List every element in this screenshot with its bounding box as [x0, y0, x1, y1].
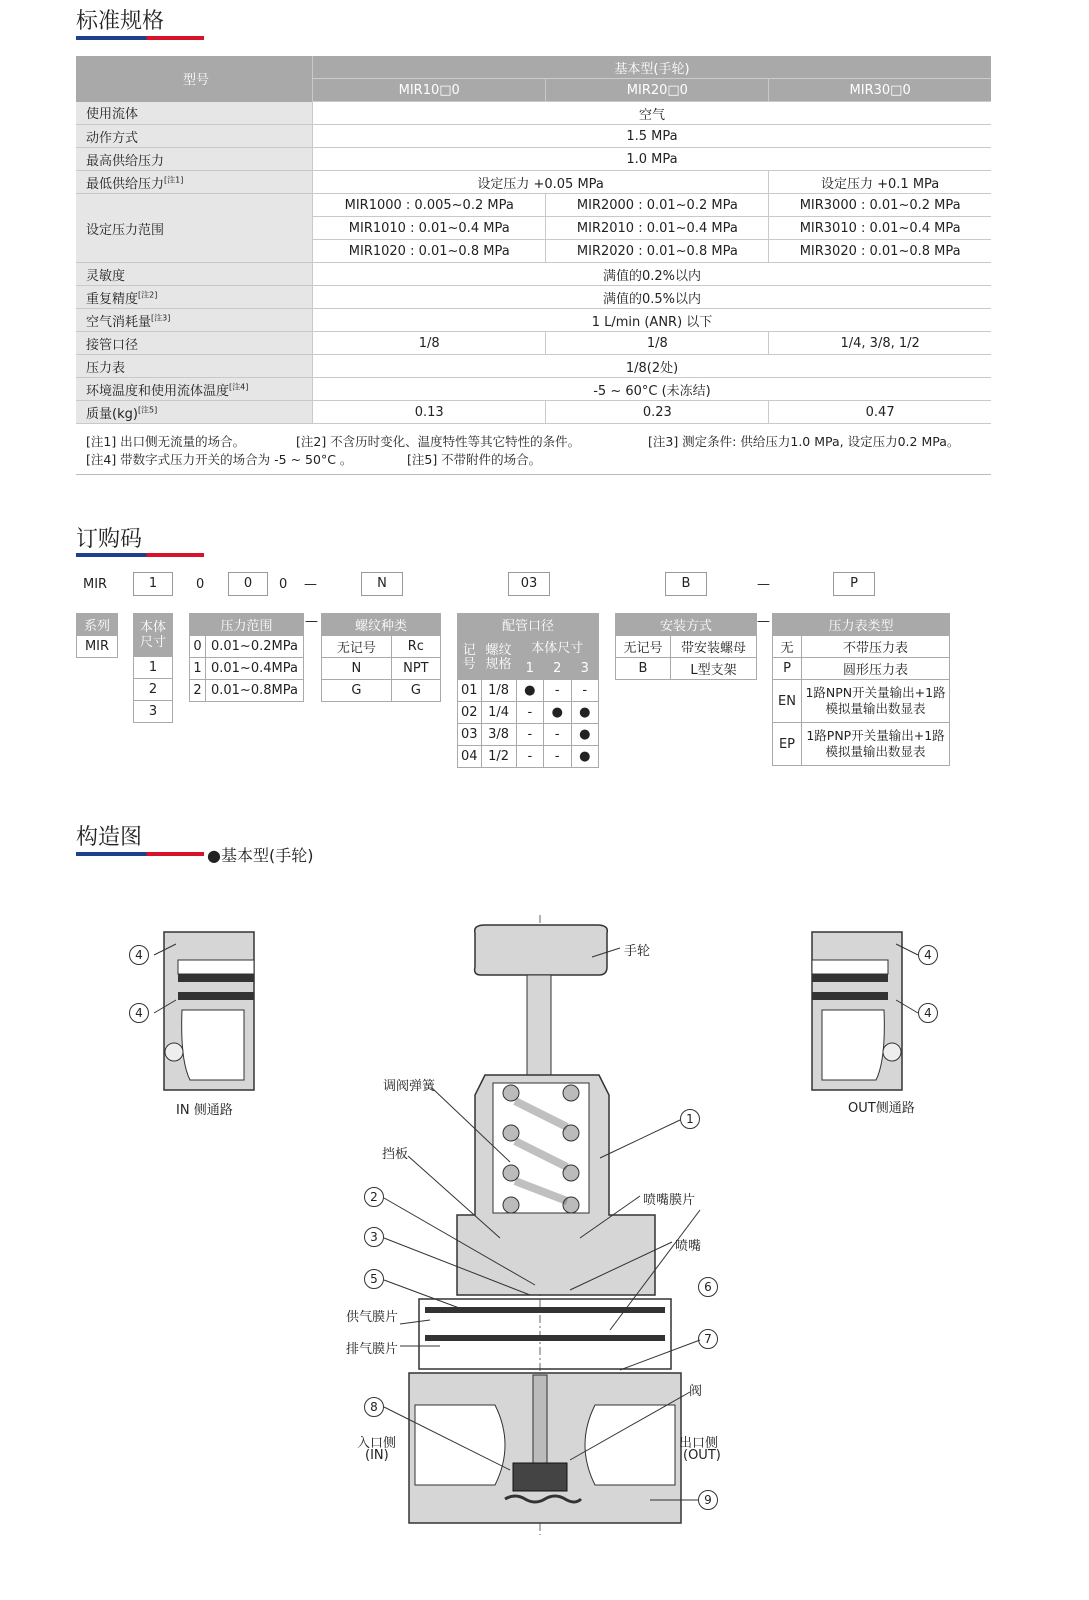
- port-avail: ●: [571, 702, 598, 724]
- size-header: 本体尺寸: [134, 614, 173, 657]
- note-5: [注5] 不带附件的场合。: [407, 452, 542, 467]
- code-dash: —: [305, 614, 318, 629]
- port-avail: ●: [516, 680, 543, 702]
- note-3: [注3] 测定条件: 供给压力1.0 MPa, 设定压力0.2 MPa。: [648, 434, 960, 449]
- port-size-col: 1: [516, 658, 543, 680]
- port-code: 02: [458, 702, 482, 724]
- note-4: [注4] 带数字式压力开关的场合为 -5 ~ 50°C 。: [86, 452, 353, 467]
- port-spec: 1/8: [481, 680, 516, 702]
- row-label: 设定压力范围: [76, 194, 313, 263]
- label-baffle: 挡板: [382, 1147, 409, 1162]
- section-title-structure: 构造图: [76, 825, 143, 850]
- note-1: [注1] 出口侧无流量的场合。: [86, 434, 246, 449]
- row-label: 使用流体: [76, 102, 313, 125]
- size-value: 1: [134, 657, 173, 679]
- row-label: 最高供给压力: [76, 148, 313, 171]
- row-value: MIR2010 : 0.01~0.4 MPa: [546, 217, 769, 240]
- thread-code: N: [322, 658, 392, 680]
- callout-1: 1: [680, 1109, 700, 1129]
- port-size-col: 3: [571, 658, 598, 680]
- port-code: 03: [458, 724, 482, 746]
- port-avail: -: [571, 680, 598, 702]
- label-outlet-en: (OUT): [683, 1448, 721, 1463]
- row-label: 接管口径: [76, 332, 313, 355]
- row-value: 设定压力 +0.05 MPa: [313, 171, 769, 194]
- mount-type: L型支架: [670, 658, 756, 680]
- spec-table: [76, 56, 991, 424]
- leader-lines: [0, 900, 1089, 1540]
- callout-5: 5: [364, 1269, 384, 1289]
- label-supply-diaphragm: 供气膜片: [346, 1310, 399, 1325]
- row-value: MIR3020 : 0.01~0.8 MPa: [769, 240, 991, 263]
- row-value: 1/8: [313, 332, 546, 355]
- mount-code: B: [616, 658, 671, 680]
- mount-type: 带安装螺母: [670, 636, 756, 658]
- row-value: 1.0 MPa: [313, 148, 992, 171]
- callout-4: 4: [918, 1003, 938, 1023]
- code-dash: —: [304, 577, 317, 592]
- header-group: 基本型(手轮): [313, 56, 992, 79]
- port-header: 配管口径: [458, 614, 599, 636]
- port-avail: ●: [544, 702, 571, 724]
- section-underline: [76, 36, 204, 40]
- row-value: 1/8(2处): [313, 355, 992, 378]
- row-label-text: 重复精度: [86, 291, 139, 307]
- label-nozzle: 喷嘴: [675, 1239, 702, 1254]
- row-value: 0.47: [769, 401, 991, 424]
- callout-4: 4: [129, 945, 149, 965]
- callout-2: 2: [364, 1187, 384, 1207]
- code-dash: —: [757, 614, 770, 629]
- code-box-thread: N: [361, 572, 403, 596]
- pressure-code: 2: [190, 680, 206, 702]
- port-size-header: 本体尺寸: [516, 636, 598, 658]
- code-box-gauge: P: [833, 572, 875, 596]
- section-underline: [76, 553, 204, 557]
- thread-type: Rc: [391, 636, 440, 658]
- port-spec-header: 螺纹规格: [481, 636, 516, 680]
- thread-table: [321, 613, 441, 702]
- row-value: -5 ~ 60°C (未冻结): [313, 378, 992, 401]
- thread-code: 无记号: [322, 636, 392, 658]
- port-spec: 3/8: [481, 724, 516, 746]
- out-passage-label: OUT侧通路: [848, 1101, 915, 1116]
- divider: [76, 474, 991, 475]
- mount-header: 安装方式: [616, 614, 757, 636]
- label-spring: 调阀弹簧: [383, 1079, 436, 1094]
- row-label-text: 环境温度和使用流体温度: [86, 383, 230, 399]
- row-action: [76, 125, 991, 148]
- callout-9: 9: [698, 1490, 718, 1510]
- port-avail: ●: [571, 724, 598, 746]
- row-value: 0.13: [313, 401, 546, 424]
- section-underline: [76, 852, 204, 856]
- column-header: MIR10□0: [313, 79, 546, 102]
- callout-7: 7: [698, 1329, 718, 1349]
- row-label: [76, 401, 313, 424]
- row-label: 动作方式: [76, 125, 313, 148]
- pressure-code: 0: [190, 636, 206, 658]
- code-box-mount: B: [665, 572, 707, 596]
- row-value: MIR1020 : 0.01~0.8 MPa: [313, 240, 546, 263]
- mount-table: [615, 613, 757, 680]
- row-value: MIR1010 : 0.01~0.4 MPa: [313, 217, 546, 240]
- section-title-order: 订购码: [76, 527, 143, 552]
- gauge-code: P: [773, 658, 802, 680]
- row-value: 1 L/min (ANR) 以下: [313, 309, 992, 332]
- code-box-pressure: 0: [228, 572, 268, 596]
- row-value: 满值的0.2%以内: [313, 263, 992, 286]
- row-mass: [76, 401, 991, 424]
- pressure-table: [189, 613, 304, 702]
- row-label: [76, 286, 313, 309]
- gauge-code: 无: [773, 636, 802, 658]
- pressure-range: 0.01~0.2MPa: [205, 636, 303, 658]
- row-value: 空气: [313, 102, 992, 125]
- row-value: 1/4, 3/8, 1/2: [769, 332, 991, 355]
- callout-8: 8: [364, 1397, 384, 1417]
- row-label-text: 最低供给压力: [86, 176, 165, 192]
- port-avail: -: [516, 746, 543, 768]
- row-label: [76, 309, 313, 332]
- row-label: [76, 378, 313, 401]
- gauge-header: 压力表类型: [773, 614, 950, 636]
- header-model: 型号: [76, 56, 313, 102]
- row-min-supply: [76, 171, 991, 194]
- series-header: 系列: [77, 614, 118, 636]
- mount-code: 无记号: [616, 636, 671, 658]
- row-fluid: [76, 102, 991, 125]
- row-gauge: [76, 355, 991, 378]
- callout-6: 6: [698, 1277, 718, 1297]
- row-value: MIR1000 : 0.005~0.2 MPa: [313, 194, 546, 217]
- row-value: 设定压力 +0.1 MPa: [769, 171, 991, 194]
- port-spec: 1/4: [481, 702, 516, 724]
- row-value: 满值的0.5%以内: [313, 286, 992, 309]
- row-label: 压力表: [76, 355, 313, 378]
- code-prefix: MIR: [83, 577, 108, 592]
- size-value: 2: [134, 679, 173, 701]
- port-code: 04: [458, 746, 482, 768]
- pressure-header: 压力范围: [190, 614, 304, 636]
- row-value: MIR3000 : 0.01~0.2 MPa: [769, 194, 991, 217]
- row-repeat: [76, 286, 991, 309]
- row-value: MIR3010 : 0.01~0.4 MPa: [769, 217, 991, 240]
- code-box-port: 03: [508, 572, 550, 596]
- code-char: 0: [196, 577, 205, 592]
- row-sensitivity: [76, 263, 991, 286]
- pressure-code: 1: [190, 658, 206, 680]
- column-header: MIR20□0: [546, 79, 769, 102]
- row-label: [76, 171, 313, 194]
- note-2: [注2] 不含历时变化、温度特性等其它特性的条件。: [296, 434, 581, 449]
- thread-type: G: [391, 680, 440, 702]
- row-value: 1/8: [546, 332, 769, 355]
- pressure-range: 0.01~0.8MPa: [205, 680, 303, 702]
- row-value: MIR2000 : 0.01~0.2 MPa: [546, 194, 769, 217]
- note-ref: [注5]: [137, 405, 158, 415]
- row-max-supply: [76, 148, 991, 171]
- pressure-range: 0.01~0.4MPa: [205, 658, 303, 680]
- label-outlet: 出口侧: [679, 1436, 719, 1451]
- label-exhaust-diaphragm: 排气膜片: [346, 1342, 399, 1357]
- port-avail: -: [516, 724, 543, 746]
- note-ref: [注2]: [138, 290, 158, 300]
- structure-subtitle: ●基本型(手轮): [207, 846, 314, 865]
- callout-3: 3: [364, 1227, 384, 1247]
- label-inlet: 入口侧: [357, 1436, 397, 1451]
- row-port: [76, 332, 991, 355]
- in-passage-label: IN 侧通路: [176, 1103, 233, 1118]
- port-table: [457, 613, 599, 768]
- port-avail: -: [516, 702, 543, 724]
- size-value: 3: [134, 701, 173, 723]
- code-char: 0: [279, 577, 288, 592]
- size-table: [133, 613, 173, 723]
- callout-4: 4: [918, 945, 938, 965]
- port-avail: ●: [571, 746, 598, 768]
- thread-code: G: [322, 680, 392, 702]
- row-value: 1.5 MPa: [313, 125, 992, 148]
- row-label: 灵敏度: [76, 263, 313, 286]
- port-avail: -: [544, 680, 571, 702]
- code-dash: —: [757, 577, 770, 592]
- column-header: MIR30□0: [769, 79, 991, 102]
- series-table: [76, 613, 118, 658]
- gauge-code: EN: [773, 680, 802, 723]
- series-value: MIR: [77, 636, 118, 658]
- row-label-text: 空气消耗量: [86, 314, 152, 330]
- port-size-col: 2: [544, 658, 571, 680]
- note-ref: [注4]: [229, 382, 249, 392]
- port-code-header: 记号: [458, 636, 482, 680]
- port-avail: -: [544, 724, 571, 746]
- code-box-size: 1: [133, 572, 173, 596]
- note-ref: [注3]: [151, 313, 171, 323]
- gauge-type: 不带压力表: [802, 636, 950, 658]
- port-code: 01: [458, 680, 482, 702]
- gauge-type: 圆形压力表: [802, 658, 950, 680]
- row-label-text: 质量(kg): [86, 406, 138, 422]
- note-ref: [注1]: [164, 175, 184, 185]
- label-handwheel: 手轮: [624, 944, 651, 959]
- port-spec: 1/2: [481, 746, 516, 768]
- row-temp: [76, 378, 991, 401]
- row-set-range: [76, 194, 991, 217]
- callout-4: 4: [129, 1003, 149, 1023]
- row-value: MIR2020 : 0.01~0.8 MPa: [546, 240, 769, 263]
- row-value: 0.23: [546, 401, 769, 424]
- row-air-consumption: [76, 309, 991, 332]
- label-valve: 阀: [689, 1384, 703, 1399]
- gauge-type: 1路PNP开关量输出+1路模拟量输出数显表: [802, 723, 950, 766]
- label-nozzle-diaphragm: 喷嘴膜片: [643, 1193, 696, 1208]
- thread-header: 螺纹种类: [322, 614, 441, 636]
- gauge-type: 1路NPN开关量输出+1路模拟量输出数显表: [802, 680, 950, 723]
- gauge-code: EP: [773, 723, 802, 766]
- label-inlet-en: (IN): [365, 1448, 389, 1463]
- gauge-table: [772, 613, 950, 766]
- port-avail: -: [544, 746, 571, 768]
- thread-type: NPT: [391, 658, 440, 680]
- section-title-spec: 标准规格: [76, 9, 165, 34]
